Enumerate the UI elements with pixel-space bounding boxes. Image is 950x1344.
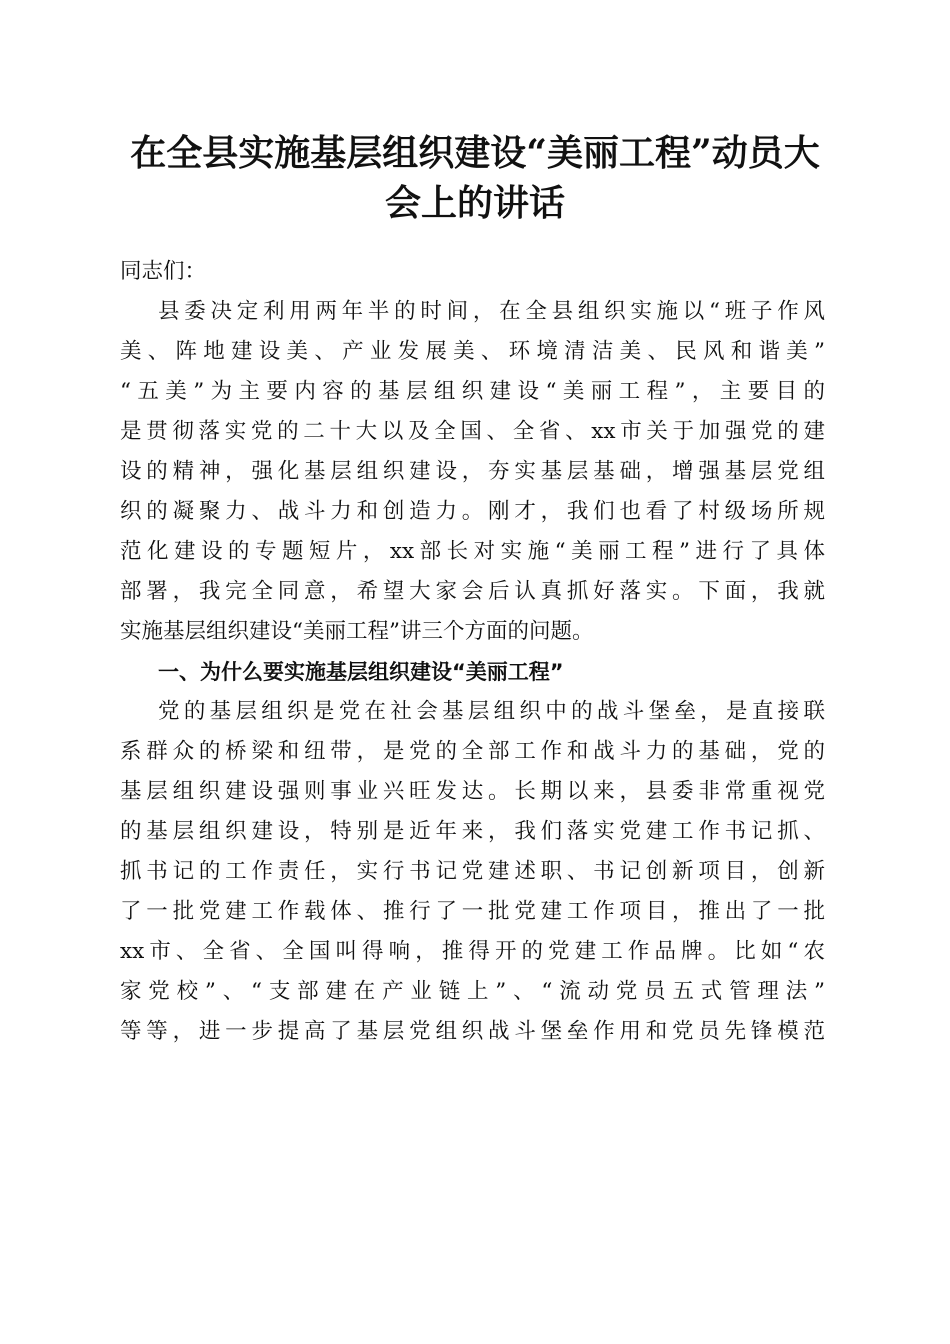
paragraph-2: [120, 692, 825, 1052]
paragraph-line: 家党校”、“支部建在产业链上”、“流动党员五式管理法”: [120, 979, 825, 1004]
salutation: 同志们：: [120, 259, 207, 284]
paragraph-line: 等等，进一步提高了基层党组织战斗堡垒作用和党员先锋模范: [120, 1019, 825, 1044]
paragraph-line: “五美”为主要内容的基层组织建设“美丽工程”，主要目的: [120, 379, 825, 404]
paragraph-line: 系群众的桥梁和纽带，是党的全部工作和战斗力的基础，党的: [120, 739, 825, 764]
paragraph-line: 范化建设的专题短片，xx部长对实施“美丽工程”进行了具体: [120, 539, 825, 564]
paragraph-line: 美、阵地建设美、产业发展美、环境清洁美、民风和谐美”: [120, 339, 825, 364]
paragraph-line: 是贯彻落实党的二十大以及全国、全省、xx市关于加强党的建: [120, 419, 825, 444]
document-body: [120, 252, 825, 1052]
paragraph-line: 织的凝聚力、战斗力和创造力。刚才，我们也看了村级场所规: [120, 499, 825, 524]
paragraph-line: xx市、全省、全国叫得响，推得开的党建工作品牌。比如“农: [120, 939, 825, 964]
document-title: [100, 128, 850, 228]
paragraph-line: 党的基层组织是党在社会基层组织中的战斗堡垒，是直接联: [158, 699, 825, 724]
title-line-1: 在全县实施基层组织建设“美丽工程”动员大: [130, 132, 820, 174]
paragraph-line: 县委决定利用两年半的时间，在全县组织实施以“班子作风: [158, 299, 825, 324]
title-line-2: 会上的讲话: [384, 182, 565, 224]
paragraph-line: 的基层组织建设，特别是近年来，我们落实党建工作书记抓、: [120, 819, 825, 844]
paragraph-line: 基层组织建设强则事业兴旺发达。长期以来，县委非常重视党: [120, 779, 825, 804]
paragraph-1: [120, 292, 825, 652]
paragraph-line: 了一批党建工作载体、推行了一批党建工作项目，推出了一批: [120, 899, 825, 924]
paragraph-line: 部署，我完全同意，希望大家会后认真抓好落实。下面，我就: [120, 579, 825, 604]
paragraph-line: 实施基层组织建设“美丽工程”讲三个方面的问题。: [120, 619, 594, 644]
paragraph-line: 抓书记的工作责任，实行书记党建述职、书记创新项目，创新: [120, 859, 825, 884]
section-heading-1: 一、为什么要实施基层组织建设“美丽工程”: [158, 660, 564, 684]
paragraph-line: 设的精神，强化基层组织建设，夯实基层基础，增强基层党组: [120, 459, 825, 484]
